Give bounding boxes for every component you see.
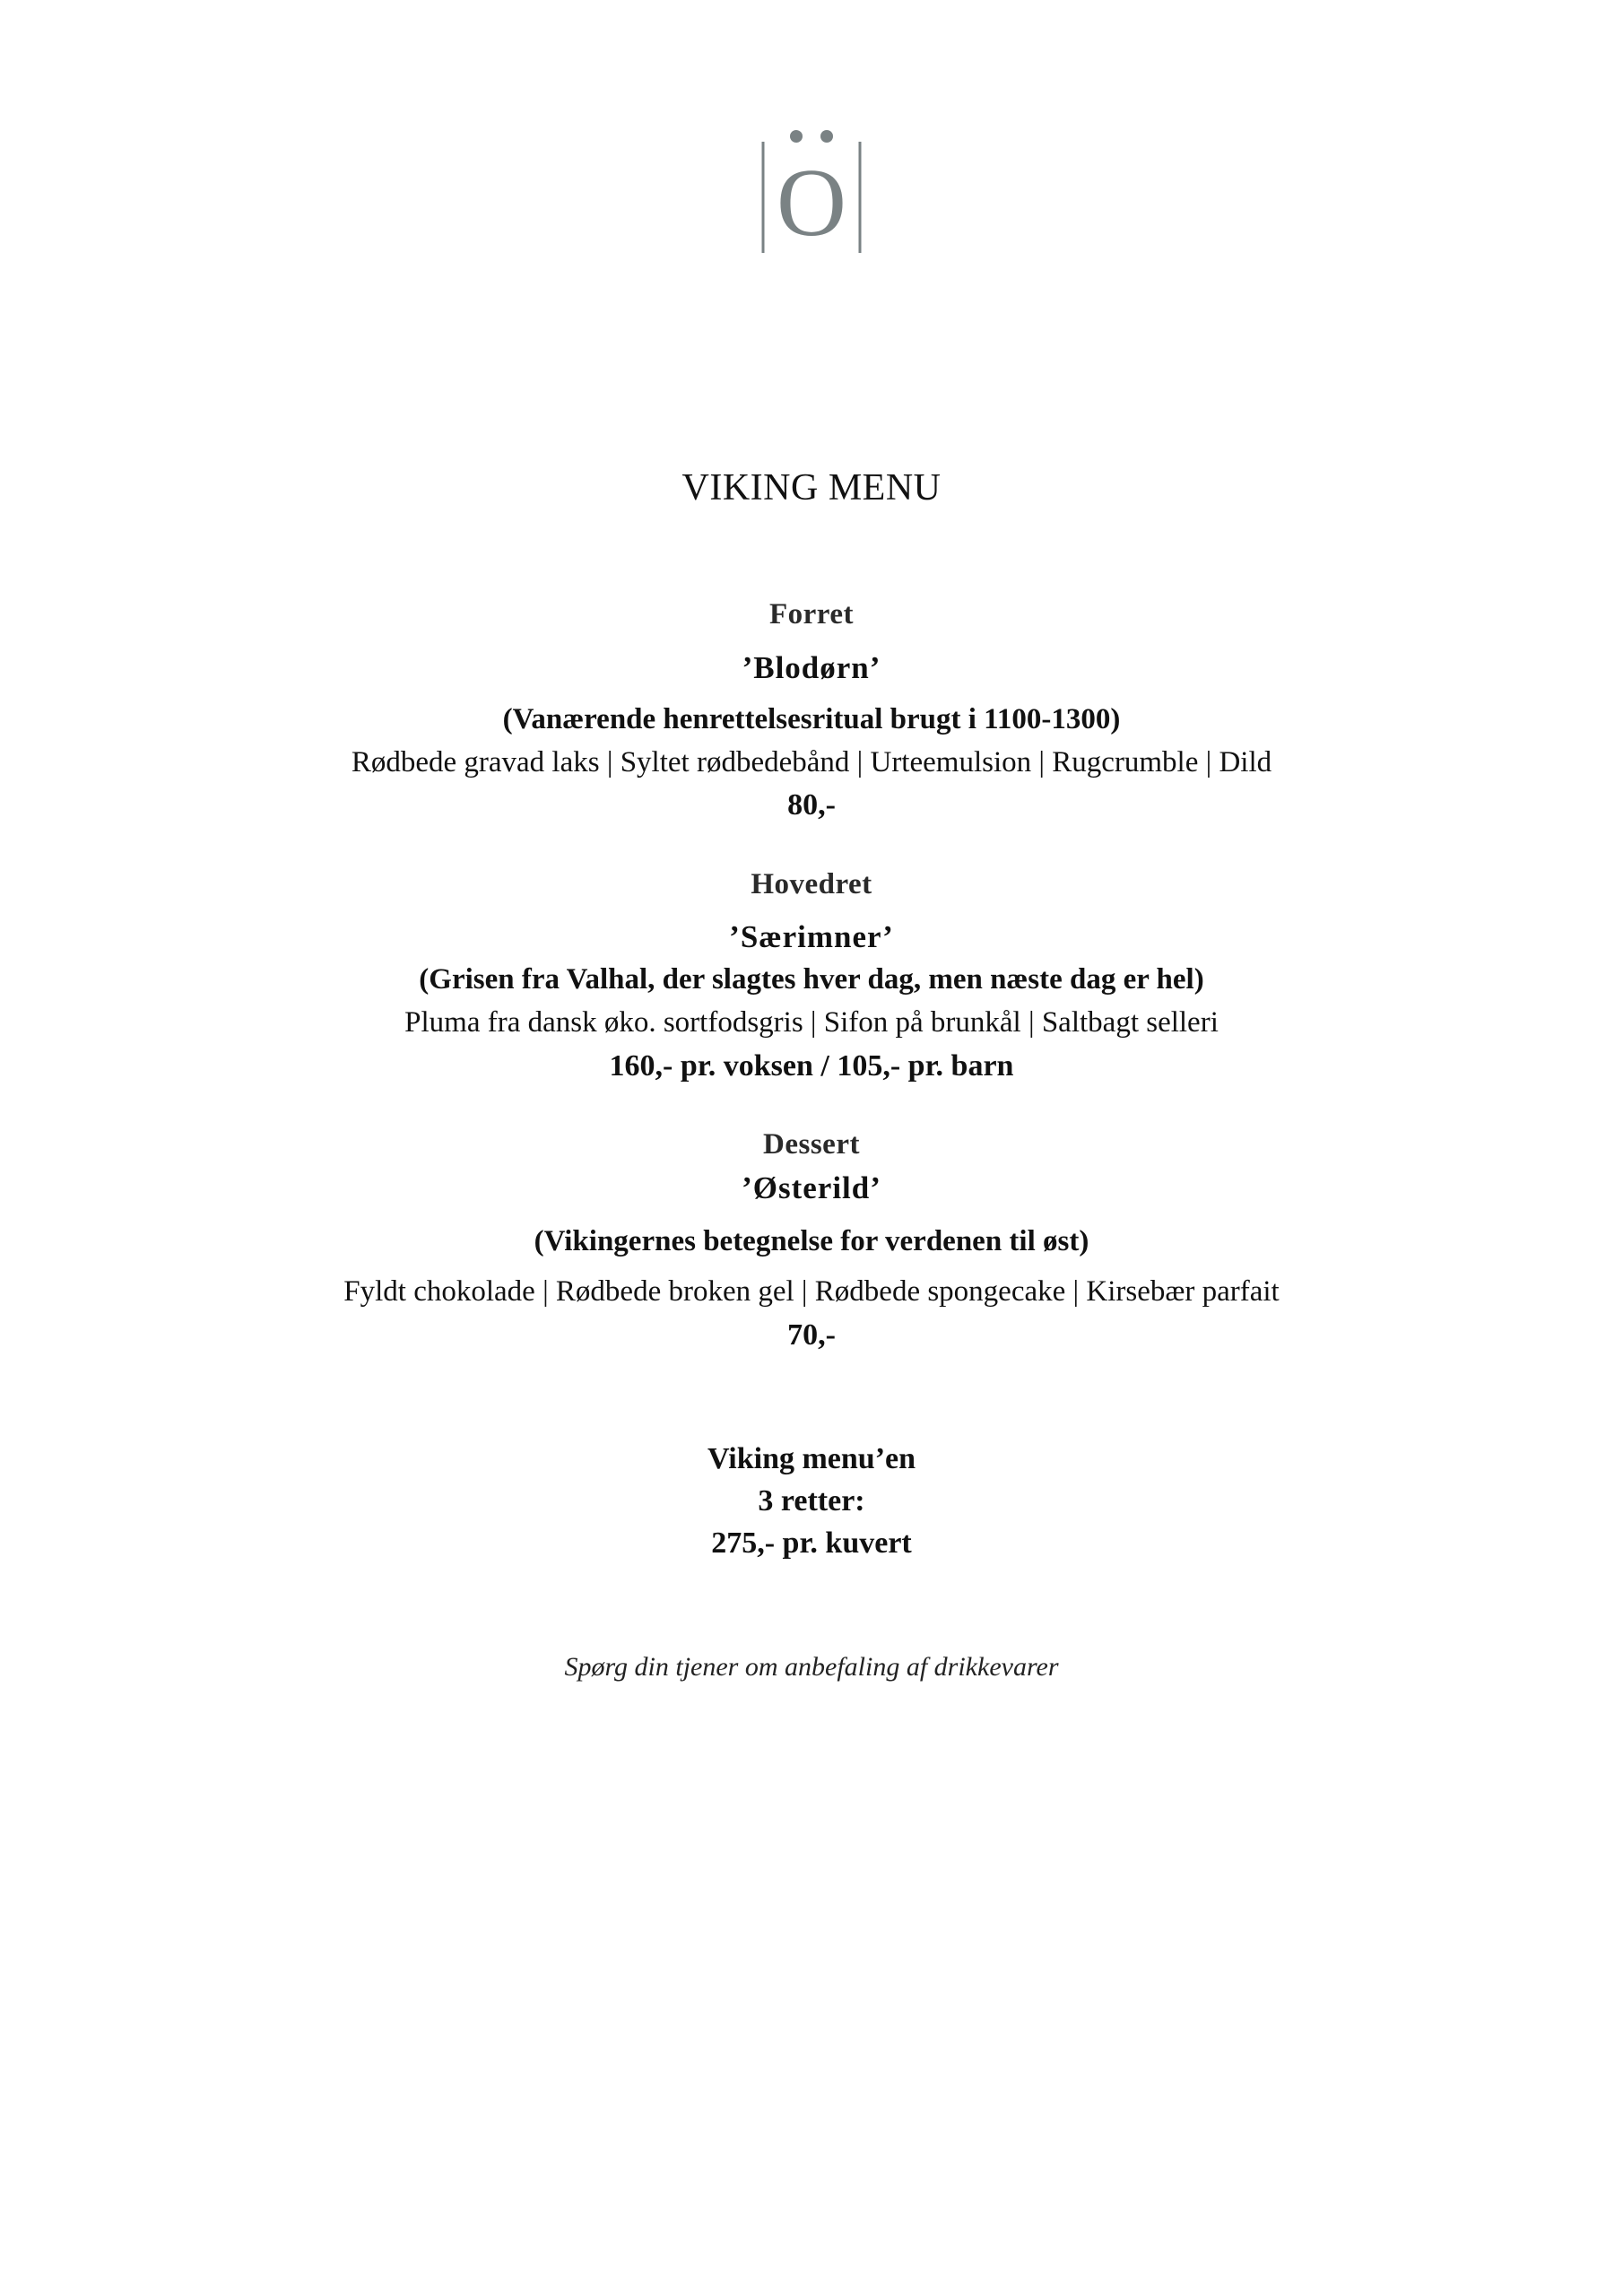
dish-price-dessert: 70,- xyxy=(787,1318,836,1352)
restaurant-logo xyxy=(749,126,874,269)
course-label-starter: Forret xyxy=(769,598,854,631)
dish-price-main: 160,- pr. voksen / 105,- pr. barn xyxy=(609,1049,1014,1083)
menu-summary-courses: 3 retter: xyxy=(758,1484,865,1518)
course-label-main: Hovedret xyxy=(751,868,872,900)
dish-description-starter: (Vanærende henrettelsesritual brugt i 1100-1300) xyxy=(502,703,1121,735)
menu-summary-title: Viking menu’en xyxy=(707,1442,916,1475)
dish-description-main: (Grisen fra Valhal, der slagtes hver dag, men næste dag er hel) xyxy=(419,963,1204,996)
svg-text:O: O xyxy=(777,150,846,257)
dish-ingredients-dessert: Fyldt chokolade | Rødbede broken gel | Rødbede spongecake | Kirsebær parfait xyxy=(343,1275,1280,1308)
drinks-note: Spørg din tjener om anbefaling af drikkevarer xyxy=(564,1652,1059,1682)
dish-price-starter: 80,- xyxy=(787,788,836,822)
dish-name-starter: ’Blodørn’ xyxy=(742,650,881,685)
course-label-dessert: Dessert xyxy=(763,1128,860,1161)
dish-name-main: ’Særimner’ xyxy=(729,919,894,954)
dish-ingredients-starter: Rødbede gravad laks | Syltet rødbedebånd | Urteemulsion | Rugcrumble | Dild xyxy=(351,746,1272,778)
menu-summary-price: 275,- pr. kuvert xyxy=(711,1526,912,1560)
menu-title: VIKING MENU xyxy=(681,467,942,509)
dish-description-dessert: (Vikingernes betegnelse for verdenen til øst) xyxy=(534,1225,1089,1257)
dish-ingredients-main: Pluma fra dansk øko. sortfodsgris | Sifon på brunkål | Saltbagt selleri xyxy=(404,1006,1219,1039)
dish-name-dessert: ’Østerild’ xyxy=(742,1170,881,1205)
